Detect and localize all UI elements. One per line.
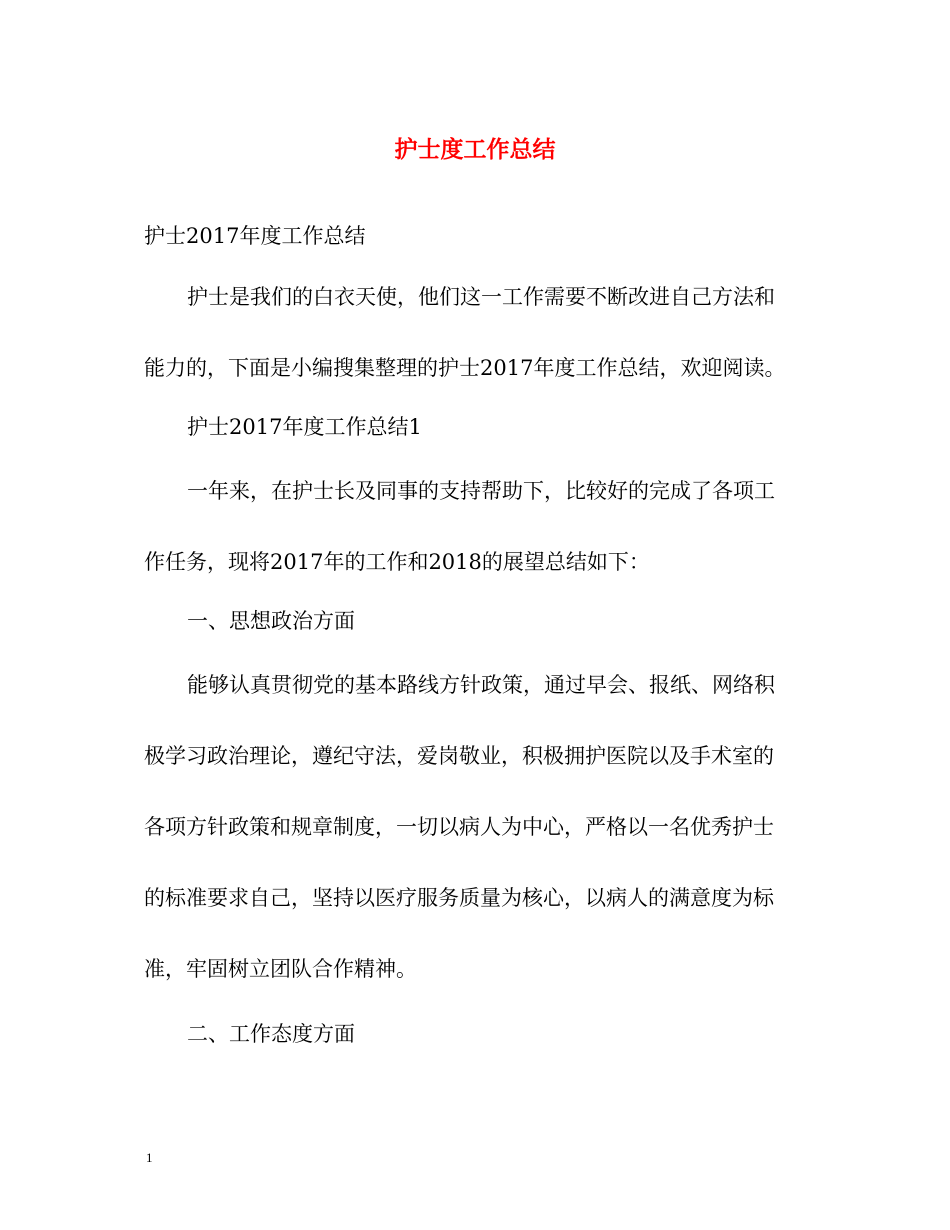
- paragraph-line: 准，牢固树立团队合作精神。: [144, 957, 417, 981]
- paragraph-line: 能够认真贯彻党的基本路线方针政策，通过早会、报纸、网络积: [187, 673, 775, 697]
- section-heading: 二、工作态度方面: [187, 1022, 355, 1046]
- document-title: 护士度工作总结: [394, 136, 556, 163]
- paragraph-line: 一年来，在护士长及同事的支持帮助下，比较好的完成了各项工: [187, 479, 775, 503]
- section-heading: 一、思想政治方面: [187, 609, 355, 633]
- paragraph-line: 各项方针政策和规章制度，一切以病人为中心，严格以一名优秀护士: [144, 815, 774, 839]
- paragraph-line: 极学习政治理论，遵纪守法，爱岗敬业，积极拥护医院以及手术室的: [144, 744, 774, 768]
- paragraph-line: 的标准要求自己，坚持以医疗服务质量为核心，以病人的满意度为标: [144, 886, 774, 910]
- subtitle-line: 护士2017年度工作总结: [144, 224, 366, 248]
- page-number: 1: [146, 1150, 153, 1165]
- paragraph-line: 能力的，下面是小编搜集整理的护士2017年度工作总结，欢迎阅读。: [144, 356, 786, 380]
- paragraph-line: 作任务，现将2017年的工作和2018的展望总结如下：: [144, 550, 650, 574]
- paragraph-line: 护士是我们的白衣天使，他们这一工作需要不断改进自己方法和: [187, 285, 775, 309]
- section-heading: 护士2017年度工作总结1: [187, 415, 422, 439]
